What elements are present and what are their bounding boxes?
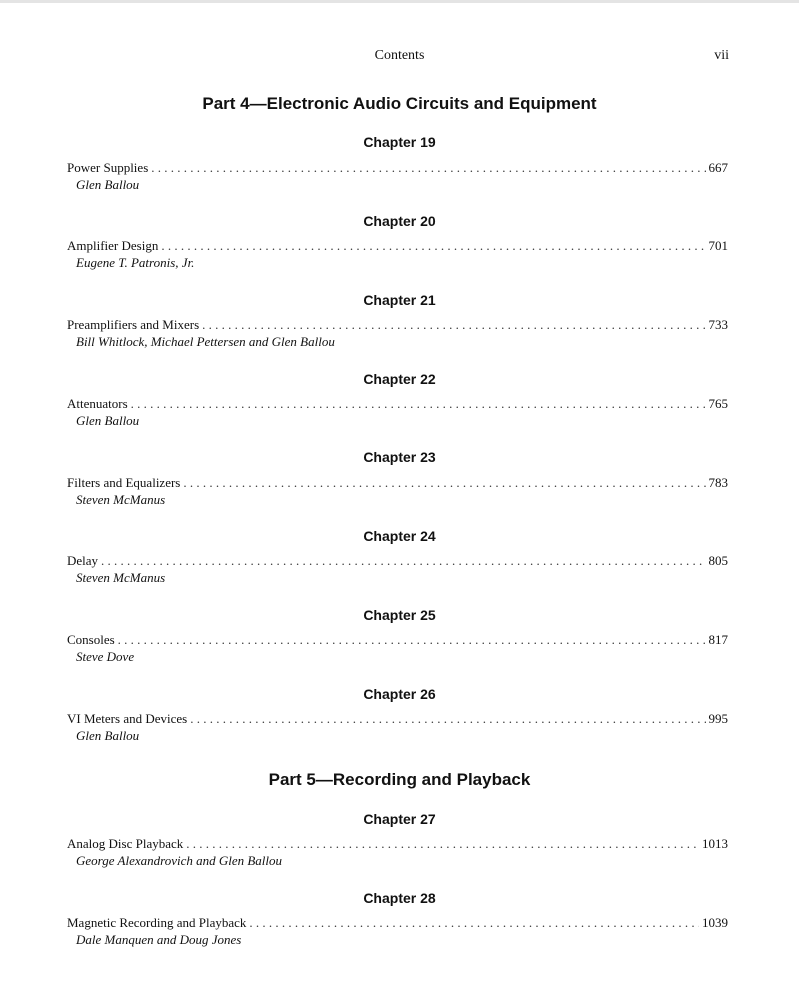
entry-author: Glen Ballou [76, 728, 140, 743]
entry-author: Steven McManus [76, 570, 166, 585]
chapter-heading: Chapter 23 [363, 449, 436, 465]
toc-entry[interactable] [67, 915, 728, 948]
entry-page-number[interactable]: 733 [708, 317, 728, 332]
top-border [0, 0, 799, 3]
entry-title[interactable]: Analog Disc Playback [67, 836, 184, 851]
dot-leader [190, 711, 705, 727]
toc-entry[interactable] [67, 160, 728, 193]
chapter-heading: Chapter 19 [363, 134, 436, 150]
entry-author: Glen Ballou [76, 413, 140, 428]
entry-author: George Alexandrovich and Glen Ballou [76, 853, 283, 868]
entry-author: Eugene T. Patronis, Jr. [76, 255, 195, 270]
dot-leader [151, 160, 705, 176]
toc-entry[interactable] [67, 632, 728, 665]
entry-page-number[interactable]: 817 [708, 632, 728, 647]
entry-page-number[interactable]: 667 [708, 160, 728, 175]
entry-author: Dale Manquen and Doug Jones [76, 932, 242, 947]
dot-leader [131, 396, 706, 412]
part-5-title: Part 5—Recording and Playback [268, 770, 531, 789]
chapter-heading: Chapter 24 [363, 528, 436, 544]
dot-leader [249, 915, 699, 931]
entry-page-number[interactable]: 783 [708, 475, 728, 490]
entry-title[interactable]: Power Supplies [67, 160, 149, 175]
dot-leader [118, 632, 706, 648]
entry-page-number[interactable]: 765 [708, 396, 728, 411]
entry-title[interactable]: VI Meters and Devices [67, 711, 188, 726]
entry-page-number[interactable]: 805 [708, 553, 728, 568]
entry-page-number[interactable]: 1039 [702, 915, 728, 930]
chapter-heading: Chapter 28 [363, 890, 436, 906]
entry-author: Steven McManus [76, 492, 166, 507]
entry-title[interactable]: Consoles [67, 632, 115, 647]
chapter-heading: Chapter 26 [363, 686, 436, 702]
entry-title[interactable]: Magnetic Recording and Playback [67, 915, 247, 930]
toc-entry[interactable] [67, 711, 728, 744]
entry-title[interactable]: Delay [67, 553, 99, 568]
toc-entry[interactable] [67, 836, 728, 869]
entry-title[interactable]: Amplifier Design [67, 238, 159, 253]
toc-entry[interactable] [67, 238, 728, 271]
dot-leader [183, 475, 705, 491]
chapter-heading: Chapter 27 [363, 811, 436, 827]
entry-author: Glen Ballou [76, 177, 140, 192]
running-title: Contents [374, 48, 425, 63]
dot-leader [186, 836, 699, 852]
chapter-heading: Chapter 21 [363, 292, 436, 308]
toc-entry[interactable] [67, 475, 728, 508]
page-number: vii [714, 48, 729, 63]
chapter-heading: Chapter 25 [363, 607, 436, 623]
entry-title[interactable]: Filters and Equalizers [67, 475, 181, 490]
chapter-heading: Chapter 20 [363, 213, 436, 229]
chapter-heading: Chapter 22 [363, 371, 436, 387]
part-4-title: Part 4—Electronic Audio Circuits and Equipment [202, 94, 597, 113]
entry-title[interactable]: Preamplifiers and Mixers [67, 317, 200, 332]
dot-leader [101, 553, 705, 569]
dot-leader [161, 238, 705, 254]
dot-leader [202, 317, 705, 333]
entry-title[interactable]: Attenuators [67, 396, 128, 411]
toc-entry[interactable] [67, 396, 728, 429]
entry-page-number[interactable]: 995 [708, 711, 728, 726]
entry-page-number[interactable]: 1013 [702, 836, 728, 851]
entry-author: Bill Whitlock, Michael Pettersen and Glen Ballou [76, 334, 335, 349]
toc-entry[interactable] [67, 553, 728, 586]
entry-page-number[interactable]: 701 [708, 238, 728, 253]
toc-entry[interactable] [67, 317, 728, 350]
entry-author: Steve Dove [76, 649, 135, 664]
